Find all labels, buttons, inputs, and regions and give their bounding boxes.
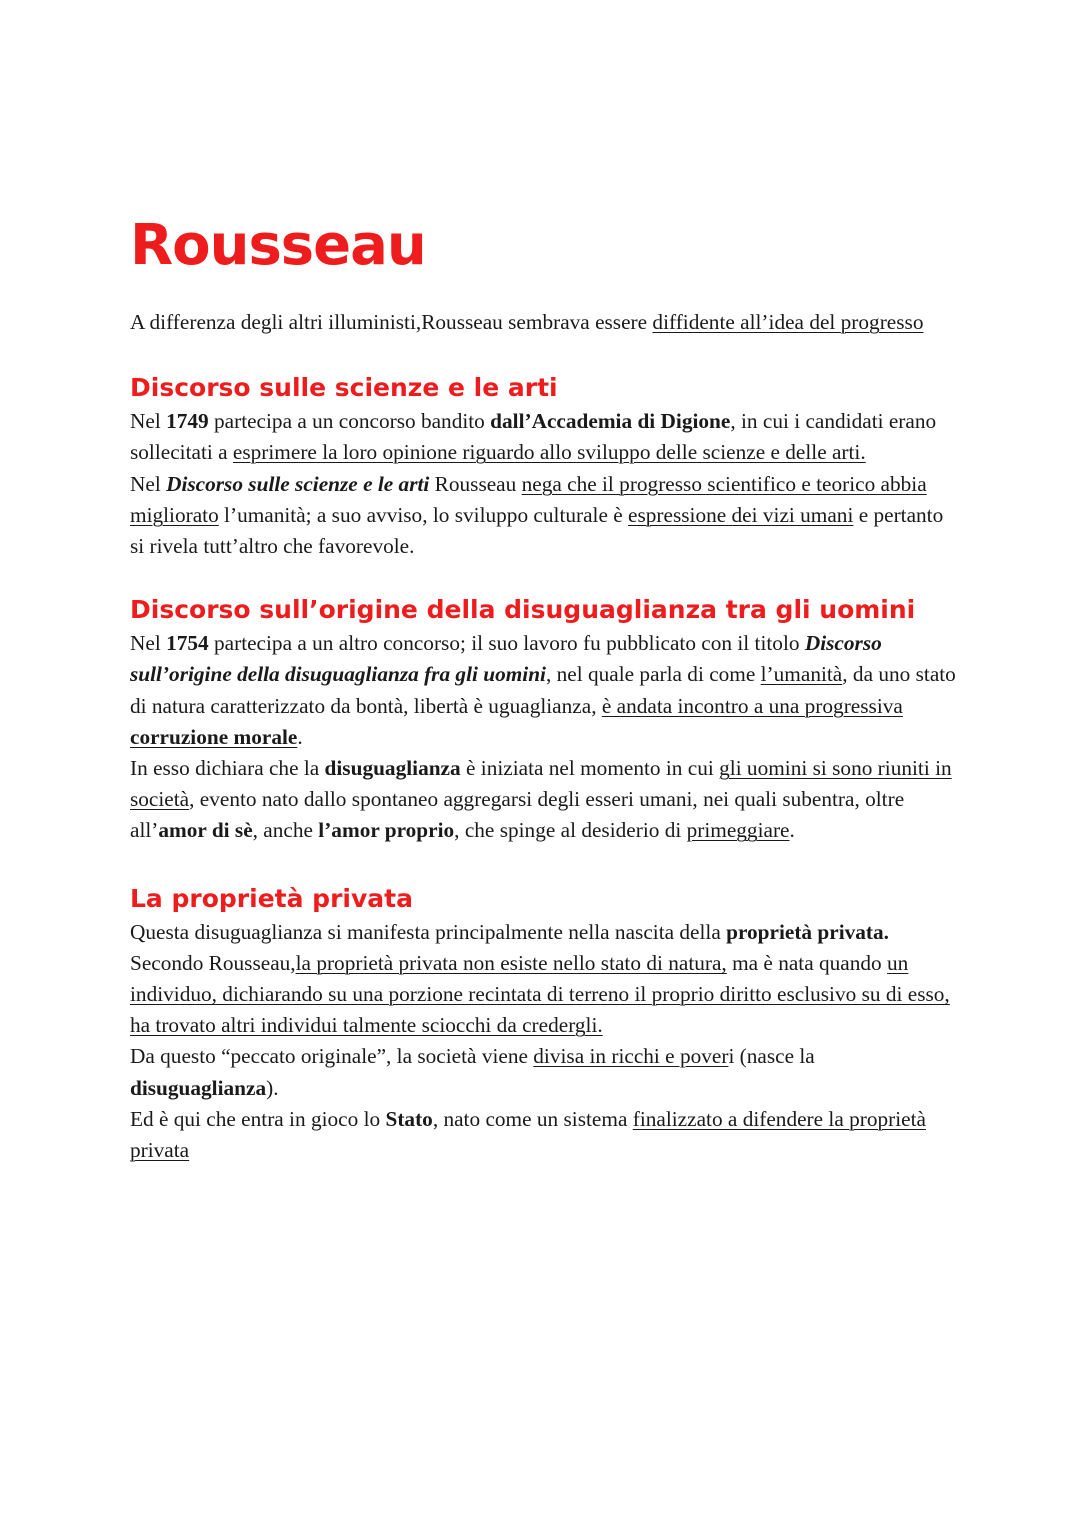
text: Questa disuguaglianza si manifesta principalmente nella nascita della — [130, 919, 727, 944]
underlined-text: un individuo, dichiarando su una porzione recintata di terreno il proprio diritto esclusivo su di esso, ha trovato altri individui talmente sciocchi da credergli. — [130, 950, 950, 1038]
spacer — [130, 847, 960, 881]
bold-text: amor di sè — [158, 818, 253, 843]
text: In esso dichiara che la — [130, 756, 325, 781]
text: partecipa a un concorso bandito — [208, 409, 491, 434]
paragraph — [130, 1041, 960, 1103]
bold-text: proprietà privata. — [726, 919, 889, 944]
underlined-text: esprimere la loro opinione riguardo allo sviluppo delle scienze e delle arti. — [232, 440, 866, 465]
bold-text: Stato — [385, 1106, 433, 1131]
underlined-text: nega che il progresso scientifico e teorico abbia migliorato — [130, 471, 927, 527]
text: Secondo Rousseau, — [130, 950, 296, 975]
text: è iniziata nel momento in cui — [460, 756, 720, 781]
spacer — [130, 338, 960, 370]
text: l’umanità; a suo avviso, lo sviluppo culturale è — [218, 502, 629, 527]
document-content — [130, 205, 960, 1166]
page-title: Rousseau — [130, 213, 426, 278]
bold-text: l’amor proprio — [318, 818, 455, 843]
underlined-text: l’umanità — [760, 662, 843, 687]
bold-text: 1754 — [166, 631, 209, 656]
text: Da questo “peccato originale”, la società viene — [130, 1044, 534, 1069]
text: Nel — [130, 471, 167, 496]
underlined-text: primeggiare — [686, 818, 790, 843]
section-heading-proprieta-privata: La proprietà privata — [130, 883, 413, 913]
paragraph — [130, 753, 960, 847]
text: e pertanto si rivela tutt’altro che favorevole. — [130, 502, 944, 559]
text: Nel — [130, 409, 167, 434]
underlined-text: diffidente all’idea del progresso — [652, 310, 924, 334]
text: , evento nato dallo spontaneo aggregarsi degli esseri umani, nei quali subentra, oltre all’ — [130, 787, 905, 843]
section-heading-disuguaglianza: Discorso sull’origine della disuguaglianza tra gli uomini — [130, 595, 916, 625]
paragraph — [130, 1104, 960, 1166]
underlined-text: finalizzato a difendere la proprietà privata — [130, 1106, 926, 1163]
underlined-text: gli uomini si sono riuniti in società — [130, 756, 952, 812]
text: , nel quale parla di come — [545, 662, 761, 687]
paragraph — [130, 469, 960, 563]
underlined-text: espressione dei vizi umani — [628, 502, 854, 527]
text: , da uno stato di natura caratterizzato da bontà, libertà è uguaglianza, — [130, 662, 956, 718]
underlined-text: la proprietà privata non esiste nello stato di natura, — [295, 950, 727, 975]
bold-italic-text: Discorso sulle scienze e le arti — [166, 471, 430, 496]
bold-italic-text: Discorso sull’origine della disuguaglianza fra gli uomini — [130, 631, 882, 687]
text: . — [789, 818, 795, 843]
text: , anche — [252, 818, 319, 843]
text: i (nasce la — [728, 1044, 815, 1069]
paragraph — [130, 917, 960, 948]
paragraph — [130, 628, 960, 753]
paragraph — [130, 406, 960, 468]
text: , nato come un sistema — [432, 1106, 633, 1131]
text: partecipa a un altro concorso; il suo lavoro fu pubblicato con il titolo — [208, 631, 805, 656]
paragraph — [130, 948, 960, 1042]
text: Rousseau — [429, 471, 522, 496]
text: , in cui i candidati erano sollecitati a — [130, 409, 937, 465]
text: , che spinge al desiderio di — [454, 818, 687, 843]
bold-text: 1749 — [166, 409, 209, 434]
bold-text: disuguaglianza — [130, 1075, 267, 1100]
intro-paragraph — [130, 307, 960, 338]
bold-underlined-text: corruzione morale — [130, 724, 298, 749]
bold-text: disuguaglianza — [324, 756, 461, 781]
underlined-text: divisa in ricchi e pover — [533, 1044, 729, 1069]
spacer — [130, 562, 960, 592]
text: . — [297, 724, 303, 749]
text: Ed è qui che entra in gioco lo — [130, 1106, 386, 1131]
underlined-text: è andata incontro a una progressiva — [601, 693, 903, 718]
section-heading-scienze-arti: Discorso sulle scienze e le arti — [130, 373, 558, 403]
bold-text: dall’Accademia di Digione — [490, 409, 731, 434]
text: ma è nata quando — [726, 950, 888, 975]
text: A differenza degli altri illuministi,Rousseau sembrava essere — [130, 310, 653, 334]
text: ). — [266, 1075, 279, 1100]
text: Nel — [130, 631, 167, 656]
